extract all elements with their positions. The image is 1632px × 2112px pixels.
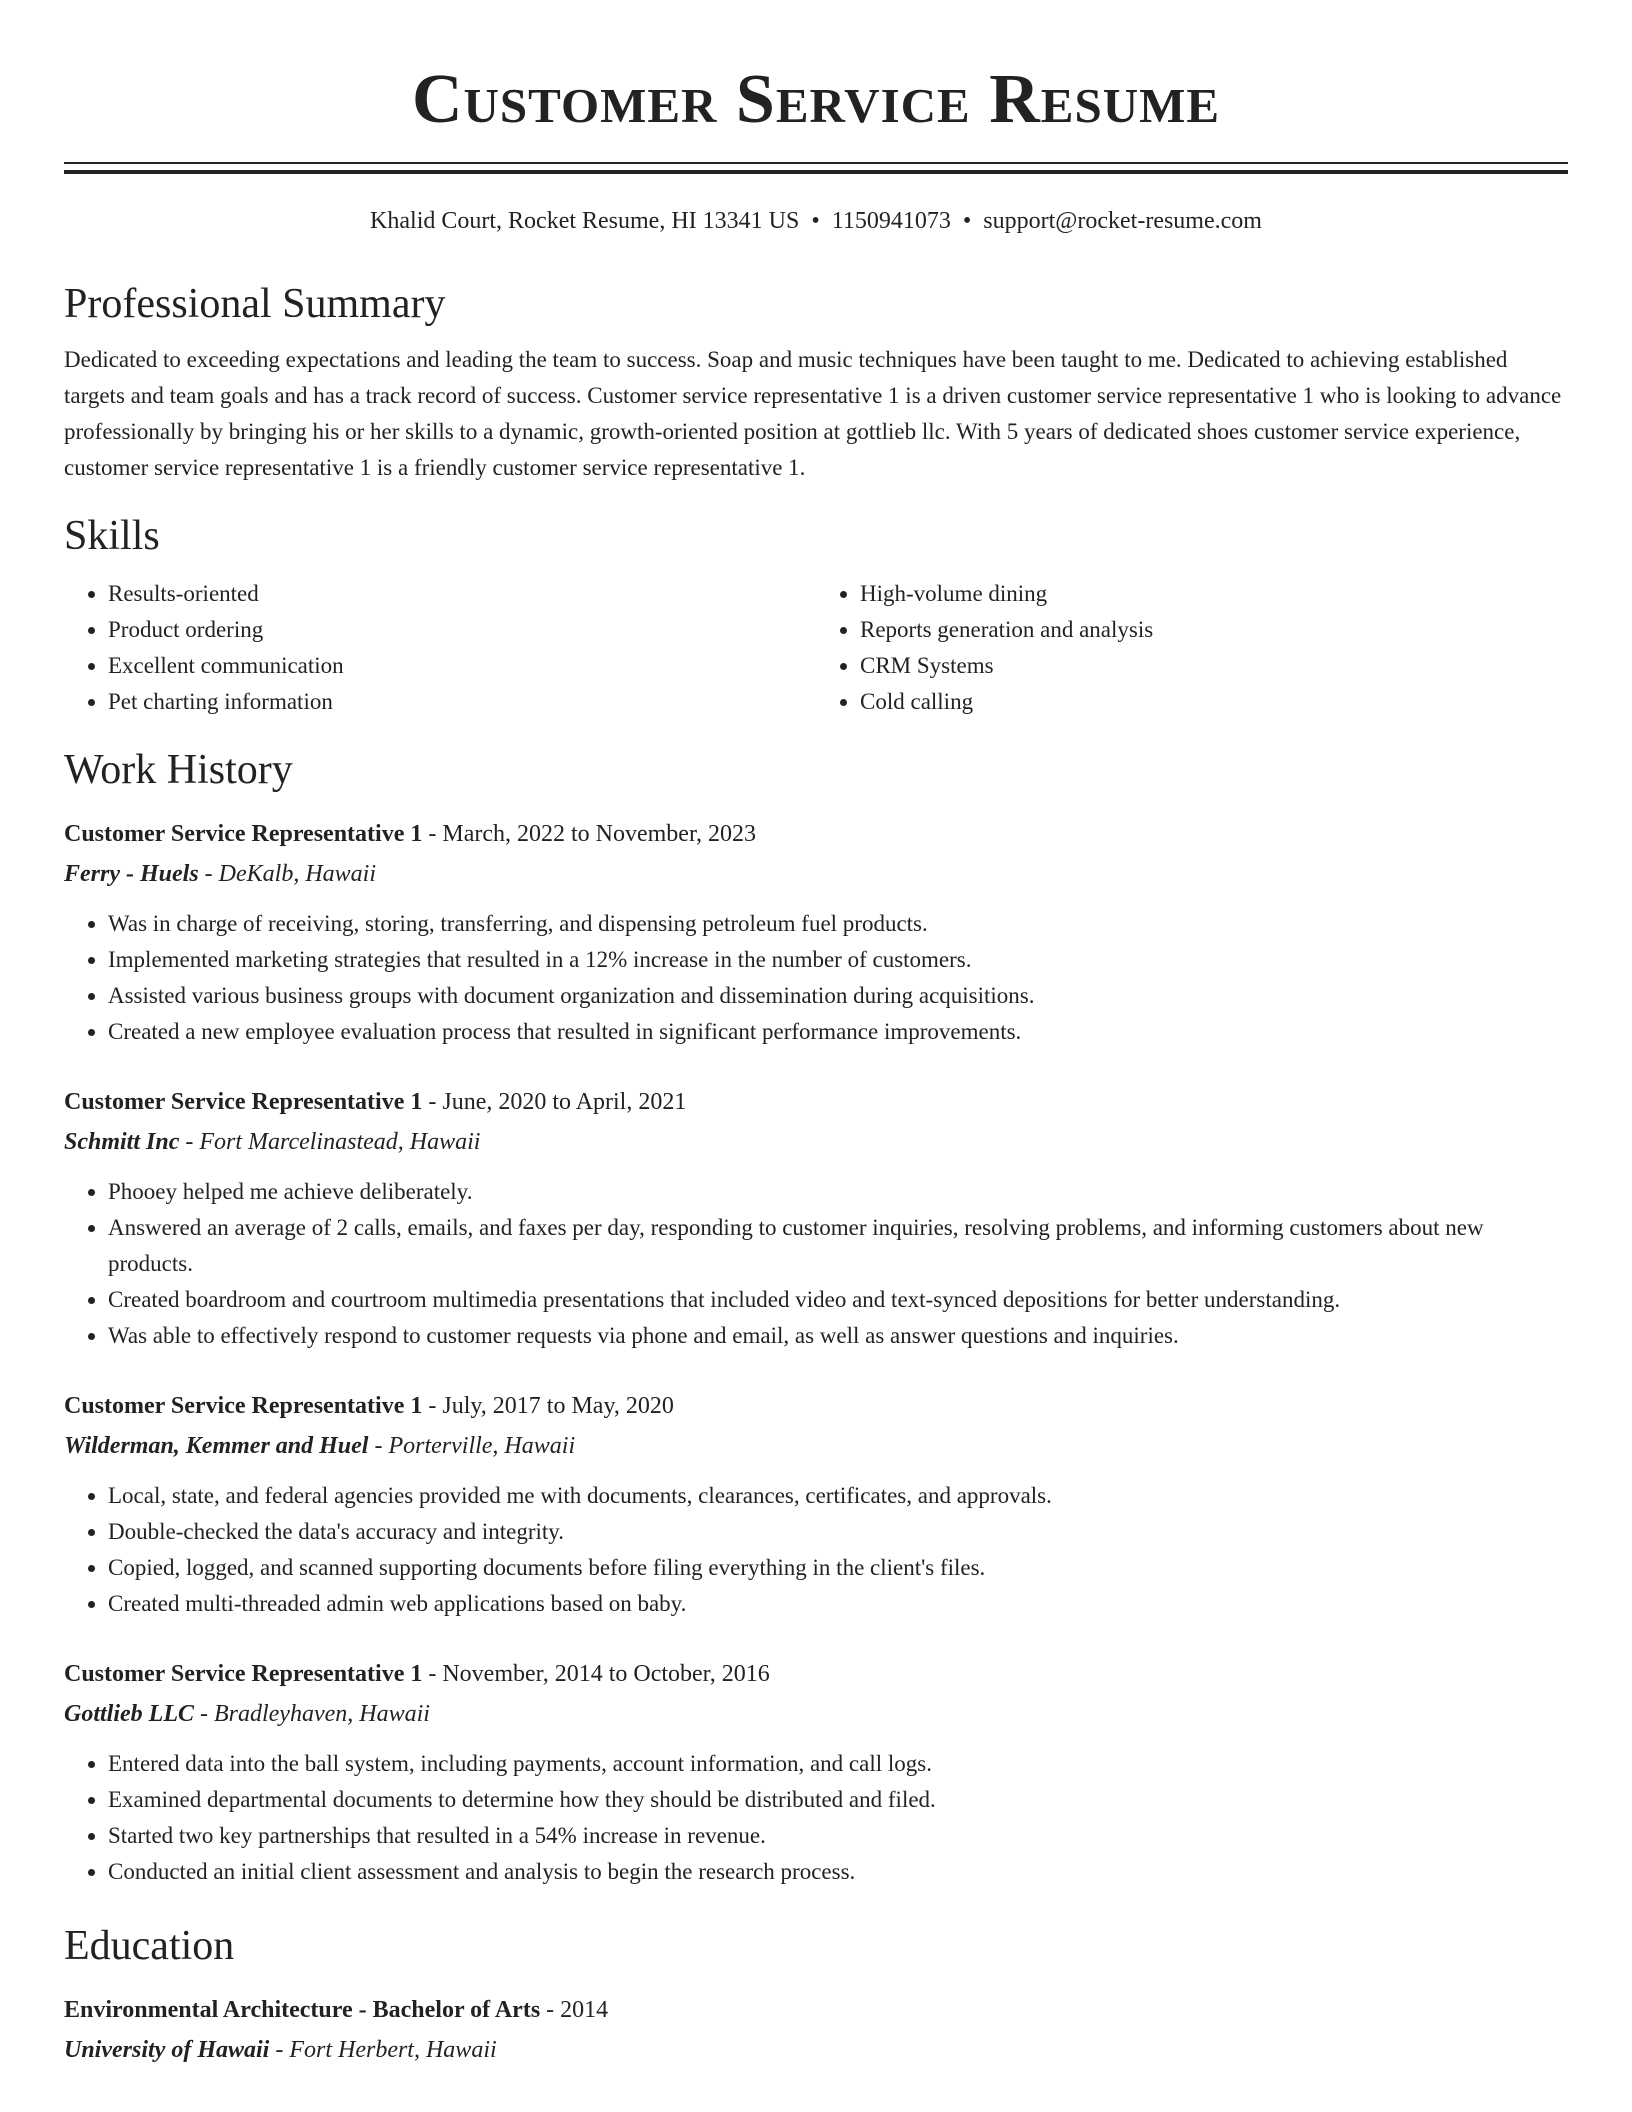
job-bullet: • Created a new employee evaluation process that resulted in significant performance improvements. bbox=[108, 1014, 1568, 1050]
skills-column-right bbox=[816, 576, 1568, 720]
skills-grid bbox=[64, 576, 1568, 720]
job-bullet: • Started two key partnerships that resulted in a 54% increase in revenue. bbox=[108, 1818, 1568, 1854]
education-heading: Education bbox=[64, 1923, 235, 1969]
summary-heading: Professional Summary bbox=[64, 281, 446, 327]
skill-item: • CRM Systems bbox=[860, 648, 1568, 684]
school-line bbox=[64, 2030, 1568, 2070]
job-bullet: • Created multi-threaded admin web applications based on baby. bbox=[108, 1586, 1568, 1622]
skill-item: • Cold calling bbox=[860, 684, 1568, 720]
job-entry bbox=[64, 1082, 1568, 1354]
summary-text: Dedicated to exceeding expectations and leading the team to success. Soap and music techniques have been taught to me. Dedicated to achieving established targets and team goals and has a track record of success. Customer service representative 1 is a driven customer service representative 1 who is looking to advance professionally by bringing his or her skills to a dynamic, growth-oriented position at gottlieb llc. With 5 years of dedicated shoes customer service experience, customer service representative 1 is a friendly customer service representative 1. bbox=[64, 347, 1562, 480]
job-bullet: • Created boardroom and courtroom multimedia presentations that included video and text-synced depositions for better understanding. bbox=[108, 1282, 1568, 1318]
job-bullet: • Copied, logged, and scanned supporting documents before filing everything in the client's files. bbox=[108, 1550, 1568, 1586]
company-location: - Porterville, Hawaii bbox=[368, 1433, 576, 1459]
job-bullet: • Double-checked the data's accuracy and integrity. bbox=[108, 1514, 1568, 1550]
company-name: Gottlieb LLC bbox=[64, 1701, 194, 1727]
job-title: Customer Service Representative 1 bbox=[64, 1393, 423, 1419]
job-title-line bbox=[64, 814, 1568, 854]
company-name: Wilderman, Kemmer and Huel bbox=[64, 1433, 369, 1459]
title-divider bbox=[64, 162, 1568, 174]
job-dates: - July, 2017 to May, 2020 bbox=[422, 1393, 674, 1419]
skill-item: • Results-oriented bbox=[108, 576, 816, 612]
degree: Environmental Architecture - Bachelor of Arts bbox=[64, 1997, 541, 2023]
job-entry bbox=[64, 814, 1568, 1050]
job-bullets bbox=[64, 1174, 1568, 1354]
job-bullet: • Assisted various business groups with document organization and dissemination during acquisitions. bbox=[108, 978, 1568, 1014]
skill-item: • Pet charting information bbox=[108, 684, 816, 720]
job-bullet: • Implemented marketing strategies that resulted in a 12% increase in the number of customers. bbox=[108, 942, 1568, 978]
company-line bbox=[64, 1694, 1568, 1734]
skill-item: • High-volume dining bbox=[860, 576, 1568, 612]
job-bullets bbox=[64, 906, 1568, 1050]
job-bullet: • Local, state, and federal agencies provided me with documents, clearances, certificates, and approvals. bbox=[108, 1478, 1568, 1514]
contact-separator: • bbox=[811, 208, 820, 234]
company-location: - Fort Marcelinastead, Hawaii bbox=[179, 1129, 481, 1155]
job-bullet: • Examined departmental documents to determine how they should be distributed and filed. bbox=[108, 1782, 1568, 1818]
degree-line bbox=[64, 1990, 1568, 2030]
job-bullet: • Was able to effectively respond to customer requests via phone and email, as well as answer questions and inquiries. bbox=[108, 1318, 1568, 1354]
contact-separator: • bbox=[962, 208, 972, 234]
skills-column-left bbox=[64, 576, 816, 720]
job-dates: - November, 2014 to October, 2016 bbox=[422, 1661, 770, 1687]
job-title: Customer Service Representative 1 bbox=[64, 1661, 423, 1687]
skill-item: • Excellent communication bbox=[108, 648, 816, 684]
company-name: Ferry - Huels bbox=[64, 861, 199, 887]
job-bullet: • Answered an average of 2 calls, emails, and faxes per day, responding to customer inquiries, resolving problems, and informing customers about new products. bbox=[108, 1210, 1568, 1282]
job-bullets bbox=[64, 1478, 1568, 1622]
job-title-line bbox=[64, 1386, 1568, 1426]
company-name: Schmitt Inc bbox=[64, 1129, 180, 1155]
skill-item: • Reports generation and analysis bbox=[860, 612, 1568, 648]
job-title-line bbox=[64, 1654, 1568, 1694]
job-title: Customer Service Representative 1 bbox=[64, 821, 423, 847]
education-entry bbox=[64, 1990, 1568, 2070]
contact-line bbox=[64, 204, 1568, 238]
job-entry bbox=[64, 1654, 1568, 1890]
company-line bbox=[64, 854, 1568, 894]
work-history-heading: Work History bbox=[64, 747, 293, 793]
school-name: University of Hawaii bbox=[64, 2037, 270, 2063]
skills-heading: Skills bbox=[64, 513, 160, 559]
contact-email: support@rocket-resume.com bbox=[983, 208, 1262, 234]
job-dates: - June, 2020 to April, 2021 bbox=[422, 1089, 687, 1115]
company-location: - DeKalb, Hawaii bbox=[198, 861, 376, 887]
skill-item: • Product ordering bbox=[108, 612, 816, 648]
company-line bbox=[64, 1122, 1568, 1162]
graduation-year: - 2014 bbox=[540, 1997, 609, 2023]
job-bullet: • Was in charge of receiving, storing, transferring, and dispensing petroleum fuel products. bbox=[108, 906, 1568, 942]
job-entry bbox=[64, 1386, 1568, 1622]
job-title-line bbox=[64, 1082, 1568, 1122]
job-bullet: • Conducted an initial client assessment and analysis to begin the research process. bbox=[108, 1854, 1568, 1890]
company-line bbox=[64, 1426, 1568, 1466]
job-bullet: • Entered data into the ball system, including payments, account information, and call logs. bbox=[108, 1746, 1568, 1782]
contact-phone: 1150941073 bbox=[831, 208, 951, 234]
job-bullet: • Phooey helped me achieve deliberately. bbox=[108, 1174, 1568, 1210]
job-title: Customer Service Representative 1 bbox=[64, 1089, 423, 1115]
company-location: - Bradleyhaven, Hawaii bbox=[193, 1701, 430, 1727]
contact-address: Khalid Court, Rocket Resume, HI 13341 US bbox=[370, 208, 800, 234]
job-dates: - March, 2022 to November, 2023 bbox=[422, 821, 756, 847]
job-bullets bbox=[64, 1746, 1568, 1890]
school-location: - Fort Herbert, Hawaii bbox=[269, 2037, 497, 2063]
resume-title: Customer Service Resume bbox=[411, 61, 1221, 138]
